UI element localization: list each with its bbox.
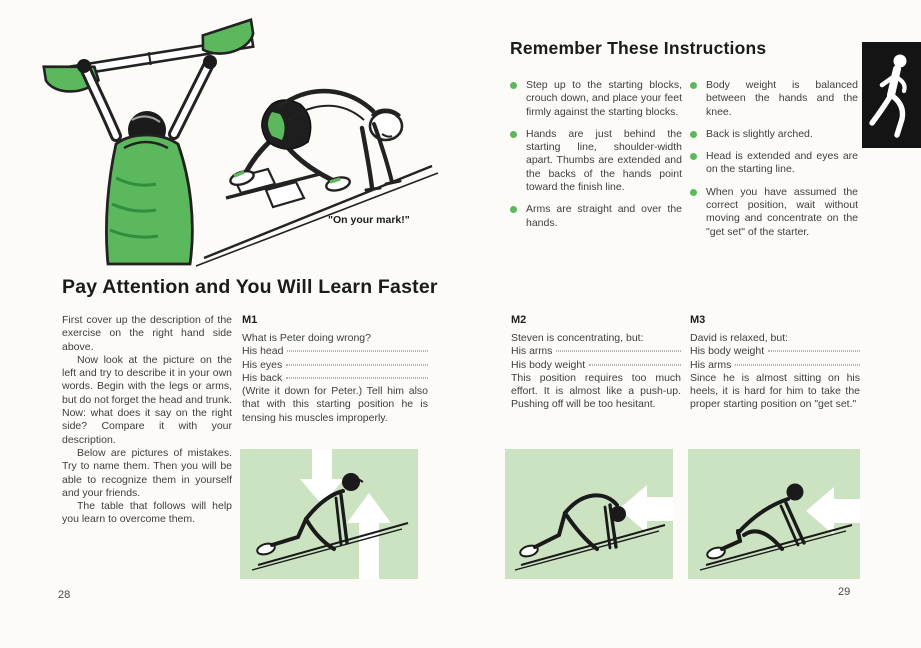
fill-in-line: [242, 345, 428, 358]
bullet-icon: [510, 82, 517, 89]
instruction-item: [690, 128, 858, 141]
instruction-item: [510, 128, 682, 194]
m2-label: M2: [511, 314, 527, 326]
instruction-text: Head is extended and eyes are on the starting line.: [706, 150, 858, 176]
fill-in-line: [242, 372, 428, 385]
page-number-right: 29: [838, 586, 851, 598]
dotted-leader: [287, 351, 428, 352]
fill-in-label: His eyes: [242, 358, 283, 371]
m2-picture-box: [505, 449, 673, 579]
m1-note: (Write it down for Peter.) Tell him also that with this starting position he is tensing his muscles improperly.: [242, 384, 428, 424]
running-figure-icon: [866, 47, 918, 143]
instruction-item: [690, 79, 858, 119]
fill-in-line: [242, 359, 428, 372]
m3-section: [690, 314, 860, 412]
instructions-column-1: [510, 79, 682, 239]
instruction-item: [690, 150, 858, 177]
left-arrow-icon: [806, 487, 860, 535]
m2-figure: [505, 449, 673, 579]
m2-intro: Steven is concentrating, but:: [511, 332, 644, 344]
intro-paragraph: The table that follows will help you learn to overcome them.: [62, 500, 232, 526]
m1-picture-box: [240, 449, 418, 579]
m1-label: M1: [242, 314, 258, 326]
instruction-item: [510, 79, 682, 119]
dotted-leader: [286, 377, 428, 378]
fill-in-label: His back: [242, 371, 283, 384]
dotted-leader: [589, 364, 681, 365]
bullet-icon: [690, 189, 697, 196]
chapter-pictogram-box: [862, 42, 921, 148]
m3-picture-box: [688, 449, 860, 579]
bullet-icon: [690, 131, 697, 138]
instruction-item: [510, 203, 682, 230]
m1-figure: [240, 449, 418, 579]
fill-in-label: His arms: [690, 358, 732, 371]
instruction-text: When you have assumed the correct position, wait without moving and concentrate on the "get set" of the starter.: [706, 185, 858, 238]
instruction-item: [690, 186, 858, 239]
m1-section: [242, 314, 428, 425]
m3-note: Since he is almost sitting on his heels, it is hard for him to take the proper starting position on "get set.": [690, 371, 860, 411]
dotted-leader: [556, 351, 681, 352]
fill-in-label: His head: [242, 345, 284, 358]
bullet-icon: [690, 82, 697, 89]
left-page-title: Pay Attention and You Will Learn Faster: [62, 276, 438, 298]
intro-paragraph: First cover up the description of the exercise on the right hand side above.: [62, 314, 232, 353]
intro-paragraph: Now look at the picture on the left and try to describe it in your own words. Begin with the legs or arms, but do not forget the head and trunk. Now: what does it say on the right side? Compare it with your description.: [62, 353, 232, 446]
intro-column: [62, 314, 232, 527]
starting-blocks-illustration: [20, 8, 460, 270]
dotted-leader: [286, 364, 428, 365]
instruction-text: Back is slightly arched.: [706, 127, 813, 140]
bullet-icon: [510, 131, 517, 138]
fill-in-label: His body weight: [690, 345, 765, 358]
fill-in-line: [511, 345, 681, 358]
m1-question: What is Peter doing wrong?: [242, 332, 371, 344]
bullet-icon: [510, 206, 517, 213]
instruction-text: Body weight is balanced between the hands and the knee.: [706, 79, 858, 118]
instruction-text: Hands are just behind the starting line, shoulder-width apart. Thumbs are extended and the backs of the hands point toward the finish line.: [526, 127, 682, 194]
m2-section: [511, 314, 681, 412]
fill-in-label: His arms: [511, 345, 553, 358]
m3-label: M3: [690, 314, 706, 326]
m3-intro: David is relaxed, but:: [690, 332, 789, 344]
m2-note: This position requires too much effort. It is almost like a push-up. Pushing off will be too hesitant.: [511, 371, 681, 411]
bullet-icon: [690, 153, 697, 160]
page-number-left: 28: [58, 589, 71, 601]
dotted-leader: [735, 364, 860, 365]
m3-figure: [688, 449, 860, 579]
instruction-text: Step up to the starting blocks, crouch down, and place your feet firmly against the starting blocks.: [526, 79, 682, 118]
right-page-title: Remember These Instructions: [510, 38, 767, 58]
fill-in-line: [511, 359, 681, 372]
instruction-text: Arms are straight and over the hands.: [526, 203, 682, 229]
intro-paragraph: Below are pictures of mistakes. Try to name them. Then you will be able to recognize them in yourself and your friends.: [62, 446, 232, 499]
up-arrow-icon: [347, 493, 391, 579]
dotted-leader: [768, 351, 860, 352]
fill-in-label: His body weight: [511, 358, 586, 371]
fill-in-line: [690, 359, 860, 372]
illustration-caption: "On your mark!": [328, 214, 410, 226]
fill-in-line: [690, 345, 860, 358]
down-arrow-icon: [300, 449, 344, 505]
instructions-column-2: [690, 79, 858, 248]
starter-and-sprinter-drawing: [20, 8, 460, 270]
